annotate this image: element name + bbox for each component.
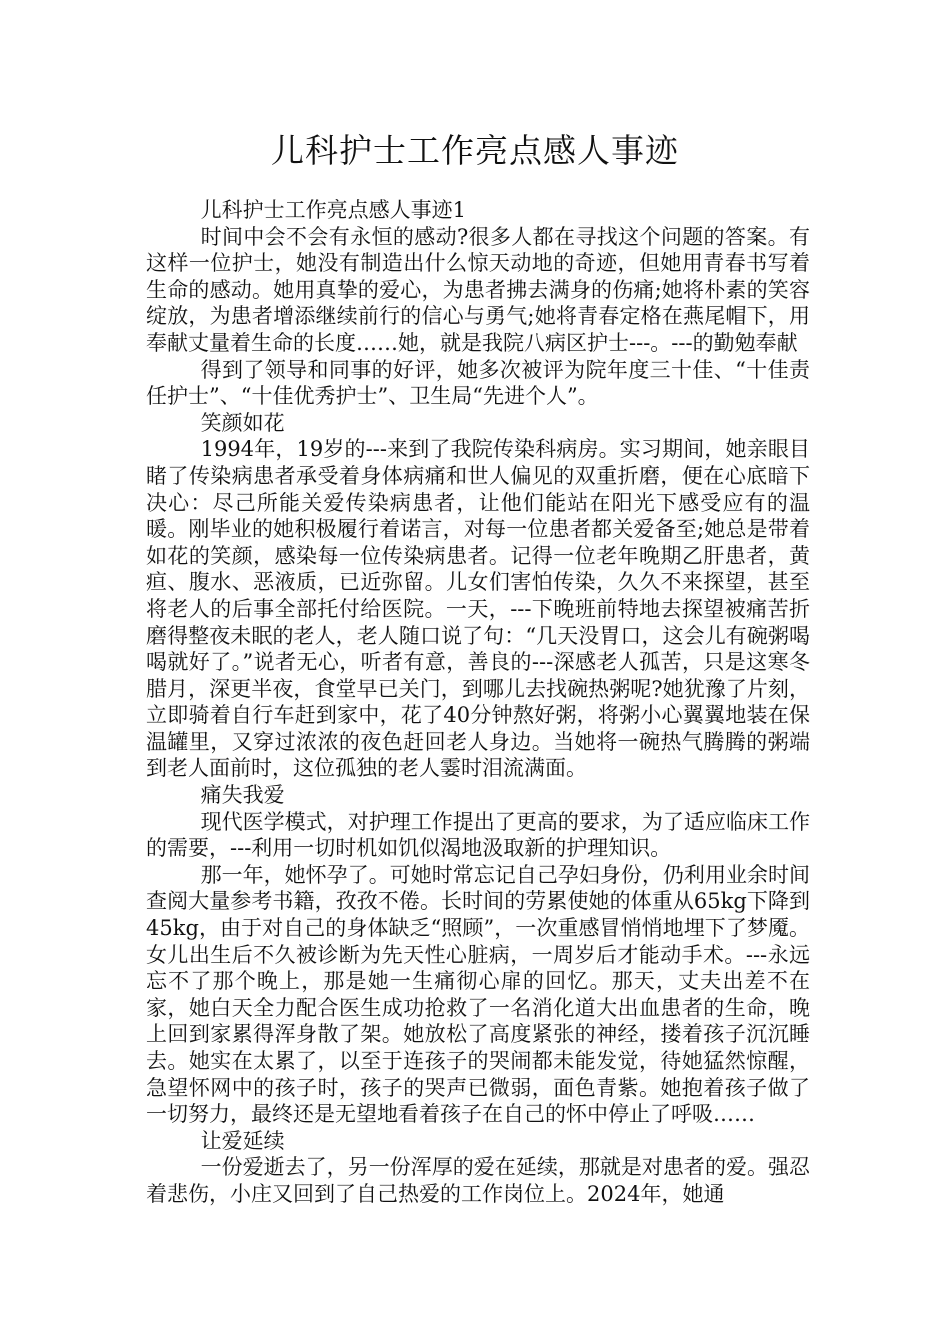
section-heading: 痛失我爱 [200,783,285,808]
section-heading: 让爱延续 [200,1128,285,1153]
paragraph: 时间中会不会有永恒的感动?很多人都在寻找这个问题的答案。有这样一位护士，她没有制造出什么惊天动地的奇迹，但她用青春书写着生命的感动。她用真挚的爱心，为患者拂去满身的伤痛;她将朴素的笑容绽放，为患者增添继续前行的信心与勇气;她将青春定格在燕尾帽下，用奉献丈量着生命的长度……她，就是我院八病区护士---。---的勤勉奉献 [146,224,810,355]
paragraph: 1994年，19岁的---来到了我院传染科病房。实习期间，她亲眼目睹了传染病患者承受着身体病痛和世人偏见的双重折磨，便在心底暗下决心：尽己所能关爱传染病患者，让他们能站在阳光下感受应有的温暖。刚毕业的她积极履行着诺言，对每一位患者都关爱备至;她总是带着如花的笑颜，感染每一位传染病患者。记得一位老年晚期乙肝患者，黄疸、腹水、恶液质，已近弥留。儿女们害怕传染，久久不来探望，甚至将老人的后事全部托付给医院。一天，---下晚班前特地去探望被痛苦折磨得整夜未眠的老人，老人随口说了句：“几天没胃口，这会儿有碗粥喝喝就好了。”说者无心，听者有意，善良的---深感老人孤苦，只是这寒冬腊月，深更半夜，食堂早已关门，到哪儿去找碗热粥呢?她犹豫了片刻，立即骑着自行车赶到家中，花了40分钟熬好粥，将粥小心翼翼地装在保温罐里，又穿过浓浓的夜色赶回老人身边。当她将一碗热气腾腾的粥端到老人面前时，这位孤独的老人霎时泪流满面。 [146,437,810,781]
document-title: 儿科护士工作亮点感人事迹 [271,131,679,170]
article-subtitle: 儿科护士工作亮点感人事迹1 [200,198,466,222]
paragraph: 现代医学模式，对护理工作提出了更高的要求，为了适应临床工作的需要，---利用一切时机如饥似渴地汲取新的护理知识。 [146,809,810,861]
document-body [146,197,810,1208]
paragraph: 那一年，她怀孕了。可她时常忘记自己孕妇身份，仍利用业余时间查阅大量参考书籍，孜孜不倦。长时间的劳累使她的体重从65kg下降到45kg，由于对自己的身体缺乏“照顾”，一次重感冒悄悄地埋下了梦魇。女儿出生后不久被诊断为先天性心脏病，一周岁后才能动手术。---永远忘不了那个晚上，那是她一生痛彻心扉的回忆。那天，丈夫出差不在家，她白天全力配合医生成功抢救了一名消化道大出血患者的生命，晚上回到家累得浑身散了架。她放松了高度紧张的神经，搂着孩子沉沉睡去。她实在太累了，以至于连孩子的哭闹都未能发觉，待她猛然惊醒，急望怀网中的孩子时，孩子的哭声已微弱，面色青紫。她抱着孩子做了一切努力，最终还是无望地看着孩子在自己的怀中停止了呼吸…… [146,862,810,1127]
paragraph: 一份爱逝去了，另一份浑厚的爱在延续，那就是对患者的爱。强忍着悲伤，小庄又回到了自己热爱的工作岗位上。2024年，她通 [146,1155,810,1206]
section-heading: 笑颜如花 [200,410,285,435]
paragraph: 得到了领导和同事的好评，她多次被评为院年度三十佳、“十佳责任护士”、“十佳优秀护士”、卫生局“先进个人”。 [146,357,810,409]
